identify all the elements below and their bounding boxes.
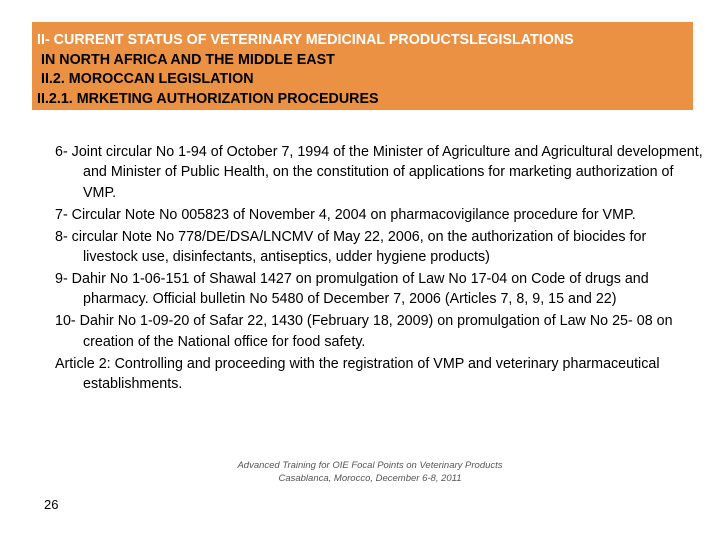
list-item: 9- Dahir No 1-06-151 of Shawal 1427 on promulgation of Law No 17-04 on Code of drugs and pharmacy. Official bulletin No 5480 of December 7, 2006 (Articles 7, 8, 9, 15 and 22) [55,270,649,308]
title-banner [32,22,693,110]
footer-line: Casablanca, Morocco, December 6-8, 2011 [278,472,462,484]
list-item: 6- Joint circular No 1-94 of October 7, 1994 of the Minister of Agriculture and Agricultural development, and Minister of Public Health, on the constitution of applications for marketing authorization of VMP. [55,144,703,201]
list-item: 8- circular Note No 778/DE/DSA/LNCMV of May 22, 2006, on the authorization of biocides for livestock use, disinfectants, antiseptics, udder hygiene products) [55,228,647,266]
footer-line: Advanced Training for OIE Focal Points on Veterinary Products [237,460,503,471]
legislation-list [55,142,705,396]
list-item: Article 2: Controlling and proceeding with the registration of VMP and veterinary pharmaceutical establishments. [55,355,660,392]
title-line: II.2. MOROCCAN LEGISLATION [37,71,254,87]
footer [180,460,560,485]
title-line: IN NORTH AFRICA AND THE MIDDLE EAST [37,51,335,68]
list-item: 10- Dahir No 1-09-20 of Safar 22, 1430 (February 18, 2009) on promulgation of Law No 25- 08 on creation of the National office for food safety. [55,313,673,350]
page-number: 26 [44,497,59,512]
title-line: II.2.1. MRKETING AUTHORIZATION PROCEDURES [37,90,379,107]
title-line: II- CURRENT STATUS OF VETERINARY MEDICINAL PRODUCTSLEGISLATIONS [37,32,574,48]
list-item: 7- Circular Note No 005823 of November 4, 2004 on pharmacovigilance procedure for VMP. [55,206,636,223]
